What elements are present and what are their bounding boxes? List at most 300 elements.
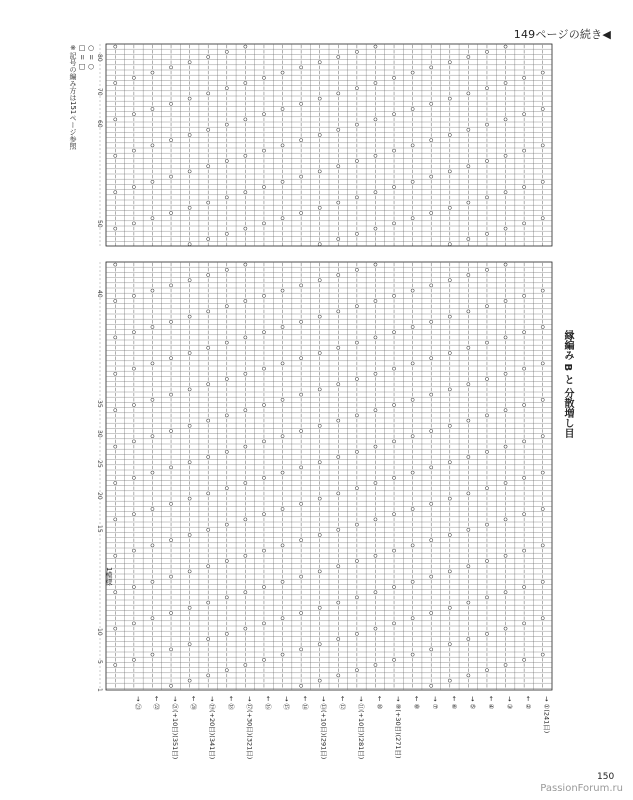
yarn-over-symbol — [504, 191, 507, 194]
yarn-over-symbol — [392, 403, 395, 406]
yarn-over-symbol — [504, 481, 507, 484]
yarn-over-symbol — [281, 325, 284, 328]
yarn-over-symbol — [504, 445, 507, 448]
yarn-over-symbol — [207, 237, 210, 240]
yarn-over-symbol — [151, 617, 154, 620]
yarn-over-symbol — [337, 492, 340, 495]
yarn-over-symbol — [504, 154, 507, 157]
yarn-over-symbol — [355, 159, 358, 162]
yarn-over-symbol — [207, 455, 210, 458]
yarn-over-symbol — [281, 653, 284, 656]
row-note: → ⑬(+10目)(291目) — [319, 696, 328, 760]
yarn-over-symbol — [188, 61, 191, 64]
yarn-over-symbol — [355, 669, 358, 672]
yarn-over-symbol — [504, 518, 507, 521]
yarn-over-symbol — [244, 481, 247, 484]
yarn-over-symbol — [541, 435, 544, 438]
yarn-over-symbol — [169, 539, 172, 542]
yarn-over-symbol — [300, 66, 303, 69]
yarn-over-symbol — [541, 144, 544, 147]
column-number: 70 — [96, 88, 103, 96]
yarn-over-symbol — [392, 76, 395, 79]
yarn-over-symbol — [225, 232, 228, 235]
yarn-over-symbol — [207, 310, 210, 313]
row-note: → ⑤ — [468, 696, 477, 710]
yarn-over-symbol — [151, 325, 154, 328]
row-note: ← ⑧ — [412, 696, 421, 710]
yarn-over-symbol — [244, 554, 247, 557]
column-number: 15 — [96, 525, 103, 533]
yarn-over-symbol — [300, 211, 303, 214]
legend-item-1: ○ = ○ — [87, 44, 95, 71]
yarn-over-symbol — [541, 71, 544, 74]
yarn-over-symbol — [225, 50, 228, 53]
yarn-over-symbol — [448, 133, 451, 136]
yarn-over-symbol — [114, 591, 117, 594]
row-note: ← ② — [524, 696, 533, 710]
yarn-over-symbol — [504, 554, 507, 557]
yarn-over-symbol — [300, 611, 303, 614]
yarn-over-symbol — [392, 222, 395, 225]
yarn-over-symbol — [523, 331, 526, 334]
yarn-over-symbol — [374, 409, 377, 412]
yarn-over-symbol — [355, 87, 358, 90]
yarn-over-symbol — [244, 227, 247, 230]
yarn-over-symbol — [448, 533, 451, 536]
yarn-over-symbol — [281, 289, 284, 292]
yarn-over-symbol — [151, 71, 154, 74]
yarn-over-symbol — [355, 232, 358, 235]
yarn-over-symbol — [188, 497, 191, 500]
yarn-over-symbol — [504, 336, 507, 339]
yarn-over-symbol — [188, 351, 191, 354]
yarn-over-symbol — [504, 591, 507, 594]
yarn-over-symbol — [151, 653, 154, 656]
yarn-over-symbol — [523, 622, 526, 625]
yarn-over-symbol — [485, 669, 488, 672]
yarn-over-symbol — [169, 211, 172, 214]
yarn-over-symbol — [504, 81, 507, 84]
yarn-over-symbol — [392, 622, 395, 625]
yarn-over-symbol — [374, 591, 377, 594]
yarn-over-symbol — [430, 320, 433, 323]
yarn-over-symbol — [114, 445, 117, 448]
yarn-over-symbol — [430, 284, 433, 287]
yarn-over-symbol — [132, 622, 135, 625]
yarn-over-symbol — [392, 476, 395, 479]
yarn-over-symbol — [114, 154, 117, 157]
yarn-over-symbol — [114, 518, 117, 521]
yarn-over-symbol — [541, 217, 544, 220]
yarn-over-symbol — [114, 663, 117, 666]
yarn-over-symbol — [281, 580, 284, 583]
yarn-over-symbol — [244, 518, 247, 521]
yarn-over-symbol — [300, 502, 303, 505]
yarn-over-symbol — [188, 424, 191, 427]
yarn-over-symbol — [467, 419, 470, 422]
yarn-over-symbol — [504, 118, 507, 121]
yarn-over-symbol — [188, 133, 191, 136]
yarn-over-symbol — [225, 196, 228, 199]
yarn-over-symbol — [523, 294, 526, 297]
yarn-over-symbol — [467, 128, 470, 131]
yarn-over-symbol — [485, 377, 488, 380]
yarn-over-symbol — [337, 92, 340, 95]
yarn-over-symbol — [300, 357, 303, 360]
yarn-over-symbol — [207, 383, 210, 386]
yarn-over-symbol — [151, 180, 154, 183]
yarn-over-symbol — [262, 222, 265, 225]
yarn-over-symbol — [151, 507, 154, 510]
yarn-over-symbol — [114, 299, 117, 302]
yarn-over-symbol — [374, 336, 377, 339]
yarn-over-symbol — [411, 435, 414, 438]
yarn-over-symbol — [523, 149, 526, 152]
column-number: 35 — [96, 400, 103, 408]
yarn-over-symbol — [318, 533, 321, 536]
yarn-over-symbol — [132, 222, 135, 225]
yarn-over-symbol — [300, 429, 303, 432]
yarn-over-symbol — [300, 575, 303, 578]
yarn-over-symbol — [169, 575, 172, 578]
yarn-over-symbol — [188, 606, 191, 609]
yarn-over-symbol — [541, 471, 544, 474]
yarn-over-symbol — [207, 201, 210, 204]
row-note: ← ㉒ — [152, 696, 161, 711]
column-number: 25 — [96, 460, 103, 468]
yarn-over-symbol — [411, 217, 414, 220]
yarn-over-symbol — [355, 596, 358, 599]
yarn-over-symbol — [188, 97, 191, 100]
yarn-over-symbol — [411, 471, 414, 474]
yarn-over-symbol — [392, 658, 395, 661]
yarn-over-symbol — [448, 461, 451, 464]
yarn-over-symbol — [485, 87, 488, 90]
yarn-over-symbol — [281, 144, 284, 147]
yarn-over-symbol — [132, 403, 135, 406]
yarn-over-symbol — [411, 289, 414, 292]
yarn-over-symbol — [411, 144, 414, 147]
yarn-over-symbol — [430, 429, 433, 432]
yarn-over-symbol — [318, 206, 321, 209]
yarn-over-symbol — [337, 273, 340, 276]
yarn-over-symbol — [523, 367, 526, 370]
column-number: 1 — [96, 688, 103, 692]
row-note: ← ⑫ — [338, 696, 347, 711]
yarn-over-symbol — [374, 45, 377, 48]
yarn-over-symbol — [188, 388, 191, 391]
yarn-over-symbol — [448, 351, 451, 354]
yarn-over-symbol — [430, 539, 433, 542]
yarn-over-symbol — [169, 429, 172, 432]
yarn-over-symbol — [355, 632, 358, 635]
yarn-over-symbol — [169, 611, 172, 614]
yarn-over-symbol — [504, 627, 507, 630]
yarn-over-symbol — [244, 409, 247, 412]
yarn-over-symbol — [300, 393, 303, 396]
yarn-over-symbol — [225, 123, 228, 126]
yarn-over-symbol — [188, 533, 191, 536]
yarn-over-symbol — [430, 66, 433, 69]
continued-from-note: 149ページの続き◀ — [513, 28, 611, 41]
yarn-over-symbol — [541, 398, 544, 401]
yarn-over-symbol — [188, 643, 191, 646]
yarn-over-symbol — [467, 201, 470, 204]
yarn-over-symbol — [114, 336, 117, 339]
yarn-over-symbol — [392, 113, 395, 116]
yarn-over-symbol — [225, 87, 228, 90]
yarn-over-symbol — [485, 559, 488, 562]
yarn-over-symbol — [262, 149, 265, 152]
yarn-over-symbol — [392, 440, 395, 443]
yarn-over-symbol — [207, 419, 210, 422]
yarn-over-symbol — [411, 580, 414, 583]
row-note: ← ⑳ — [189, 696, 198, 711]
yarn-over-symbol — [244, 336, 247, 339]
yarn-over-symbol — [207, 128, 210, 131]
yarn-over-symbol — [207, 565, 210, 568]
yarn-over-symbol — [318, 243, 321, 246]
yarn-over-symbol — [523, 585, 526, 588]
yarn-over-symbol — [485, 159, 488, 162]
yarn-over-symbol — [541, 289, 544, 292]
row-note: → ⑨(+30目)(271目) — [394, 696, 403, 759]
yarn-over-symbol — [504, 45, 507, 48]
yarn-over-symbol — [188, 315, 191, 318]
yarn-over-symbol — [541, 107, 544, 110]
yarn-over-symbol — [225, 341, 228, 344]
yarn-over-symbol — [281, 362, 284, 365]
yarn-over-symbol — [485, 123, 488, 126]
yarn-over-symbol — [448, 206, 451, 209]
yarn-over-symbol — [300, 284, 303, 287]
yarn-over-symbol — [337, 601, 340, 604]
yarn-over-symbol — [337, 674, 340, 677]
yarn-over-symbol — [411, 325, 414, 328]
yarn-over-symbol — [281, 617, 284, 620]
yarn-over-symbol — [355, 377, 358, 380]
yarn-over-symbol — [169, 320, 172, 323]
yarn-over-symbol — [448, 424, 451, 427]
yarn-over-symbol — [262, 658, 265, 661]
yarn-over-symbol — [207, 637, 210, 640]
row-note: → ⑦ — [431, 696, 440, 710]
yarn-over-symbol — [225, 632, 228, 635]
yarn-over-symbol — [392, 513, 395, 516]
yarn-over-symbol — [151, 544, 154, 547]
yarn-over-symbol — [225, 450, 228, 453]
yarn-over-symbol — [467, 637, 470, 640]
yarn-over-symbol — [430, 211, 433, 214]
yarn-over-symbol — [467, 674, 470, 677]
yarn-over-symbol — [355, 341, 358, 344]
yarn-over-symbol — [132, 113, 135, 116]
column-numbers — [96, 54, 103, 692]
yarn-over-symbol — [374, 481, 377, 484]
yarn-over-symbol — [225, 596, 228, 599]
yarn-over-symbol — [467, 346, 470, 349]
yarn-over-symbol — [169, 139, 172, 142]
yarn-over-symbol — [318, 643, 321, 646]
row-note: → ⑰(+30目)(321目) — [245, 696, 254, 760]
yarn-over-symbol — [448, 170, 451, 173]
legend-item-2: □ = □ — [78, 44, 86, 71]
yarn-over-symbol — [169, 393, 172, 396]
yarn-over-symbol — [485, 50, 488, 53]
yarn-over-symbol — [281, 507, 284, 510]
yarn-over-symbol — [523, 76, 526, 79]
yarn-over-symbol — [337, 165, 340, 168]
yarn-over-symbol — [504, 227, 507, 230]
yarn-over-symbol — [244, 45, 247, 48]
yarn-over-symbol — [114, 409, 117, 412]
yarn-over-symbol — [132, 549, 135, 552]
section-title: 縁編み B と 分散増し目 — [562, 330, 573, 439]
yarn-over-symbol — [300, 320, 303, 323]
yarn-over-symbol — [541, 580, 544, 583]
yarn-over-symbol — [244, 118, 247, 121]
yarn-over-symbol — [114, 191, 117, 194]
yarn-over-symbol — [523, 403, 526, 406]
yarn-over-symbol — [244, 627, 247, 630]
yarn-over-symbol — [169, 466, 172, 469]
yarn-over-symbol — [448, 643, 451, 646]
yarn-over-symbol — [485, 268, 488, 271]
yarn-over-symbol — [244, 299, 247, 302]
yarn-over-symbol — [300, 684, 303, 687]
row-note: ← ⑩ — [375, 696, 384, 710]
column-number: 50 — [96, 220, 103, 228]
yarn-over-symbol — [430, 575, 433, 578]
yarn-over-symbol — [430, 175, 433, 178]
yarn-over-symbol — [151, 289, 154, 292]
yarn-over-symbol — [244, 154, 247, 157]
yarn-over-symbol — [169, 502, 172, 505]
yarn-over-symbol — [281, 180, 284, 183]
yarn-over-symbol — [448, 679, 451, 682]
yarn-over-symbol — [300, 648, 303, 651]
legend-note: ※記号の編み方は151ページ参照 — [69, 44, 77, 150]
yarn-over-symbol — [374, 518, 377, 521]
yarn-over-symbol — [132, 585, 135, 588]
yarn-over-symbol — [337, 528, 340, 531]
yarn-over-symbol — [132, 440, 135, 443]
yarn-over-symbol — [337, 201, 340, 204]
yarn-over-symbol — [355, 414, 358, 417]
yarn-over-symbol — [541, 325, 544, 328]
yarn-over-symbol — [318, 497, 321, 500]
yarn-over-symbol — [355, 559, 358, 562]
yarn-over-symbol — [430, 466, 433, 469]
yarn-over-symbol — [132, 658, 135, 661]
yarn-over-symbol — [485, 632, 488, 635]
yarn-over-symbol — [392, 149, 395, 152]
yarn-over-symbol — [337, 637, 340, 640]
yarn-over-symbol — [114, 481, 117, 484]
yarn-over-symbol — [151, 107, 154, 110]
yarn-over-symbol — [225, 559, 228, 562]
yarn-over-symbol — [411, 107, 414, 110]
yarn-over-symbol — [523, 513, 526, 516]
yarn-over-symbol — [485, 232, 488, 235]
yarn-over-symbol — [430, 357, 433, 360]
yarn-over-symbol — [318, 61, 321, 64]
yarn-over-symbol — [318, 461, 321, 464]
yarn-over-symbol — [281, 71, 284, 74]
yarn-over-symbol — [188, 461, 191, 464]
yarn-over-symbol — [337, 346, 340, 349]
yarn-over-symbol — [114, 372, 117, 375]
yarn-over-symbol — [541, 507, 544, 510]
yarn-over-symbol — [151, 435, 154, 438]
row-note: → ①(241目) — [542, 696, 551, 734]
yarn-over-symbol — [281, 471, 284, 474]
yarn-over-symbol — [169, 357, 172, 360]
yarn-over-symbol — [169, 175, 172, 178]
yarn-over-symbol — [244, 591, 247, 594]
yarn-over-symbol — [188, 206, 191, 209]
yarn-over-symbol — [114, 627, 117, 630]
column-number: 30 — [96, 430, 103, 438]
yarn-over-symbol — [467, 492, 470, 495]
yarn-over-symbol — [448, 97, 451, 100]
yarn-over-symbol — [467, 528, 470, 531]
yarn-over-symbol — [114, 554, 117, 557]
yarn-over-symbol — [337, 565, 340, 568]
watermark: PassionForum.ru — [540, 783, 623, 794]
yarn-over-symbol — [485, 523, 488, 526]
yarn-over-symbol — [132, 149, 135, 152]
yarn-over-symbol — [374, 627, 377, 630]
yarn-over-symbol — [281, 544, 284, 547]
yarn-over-symbol — [467, 55, 470, 58]
yarn-over-symbol — [448, 570, 451, 573]
yarn-over-symbol — [262, 294, 265, 297]
yarn-over-symbol — [355, 196, 358, 199]
yarn-over-symbol — [114, 227, 117, 230]
yarn-over-symbol — [300, 466, 303, 469]
yarn-over-symbol — [374, 118, 377, 121]
row-note: ← ⑭ — [301, 696, 310, 711]
yarn-over-symbol — [430, 648, 433, 651]
row-note: ← ④ — [486, 696, 495, 710]
yarn-over-symbol — [430, 611, 433, 614]
yarn-over-symbol — [523, 549, 526, 552]
yarn-over-symbol — [151, 398, 154, 401]
yarn-over-symbol — [448, 497, 451, 500]
yarn-over-symbol — [467, 383, 470, 386]
yarn-over-symbol — [318, 679, 321, 682]
yarn-over-symbol — [374, 372, 377, 375]
yarn-over-symbol — [262, 549, 265, 552]
yarn-over-symbol — [188, 170, 191, 173]
yarn-over-symbol — [132, 331, 135, 334]
row-note: ← ⑯ — [263, 696, 272, 711]
column-number: 10 — [96, 628, 103, 636]
yarn-over-symbol — [169, 648, 172, 651]
yarn-over-symbol — [132, 476, 135, 479]
yarn-over-symbol — [244, 81, 247, 84]
yarn-over-symbol — [355, 50, 358, 53]
yarn-over-symbol — [300, 139, 303, 142]
yarn-over-symbol — [504, 263, 507, 266]
yarn-over-symbol — [114, 45, 117, 48]
yarn-over-symbol — [485, 487, 488, 490]
yarn-over-symbol — [244, 663, 247, 666]
yarn-over-symbol — [523, 476, 526, 479]
yarn-over-symbol — [337, 383, 340, 386]
yarn-over-symbol — [523, 222, 526, 225]
